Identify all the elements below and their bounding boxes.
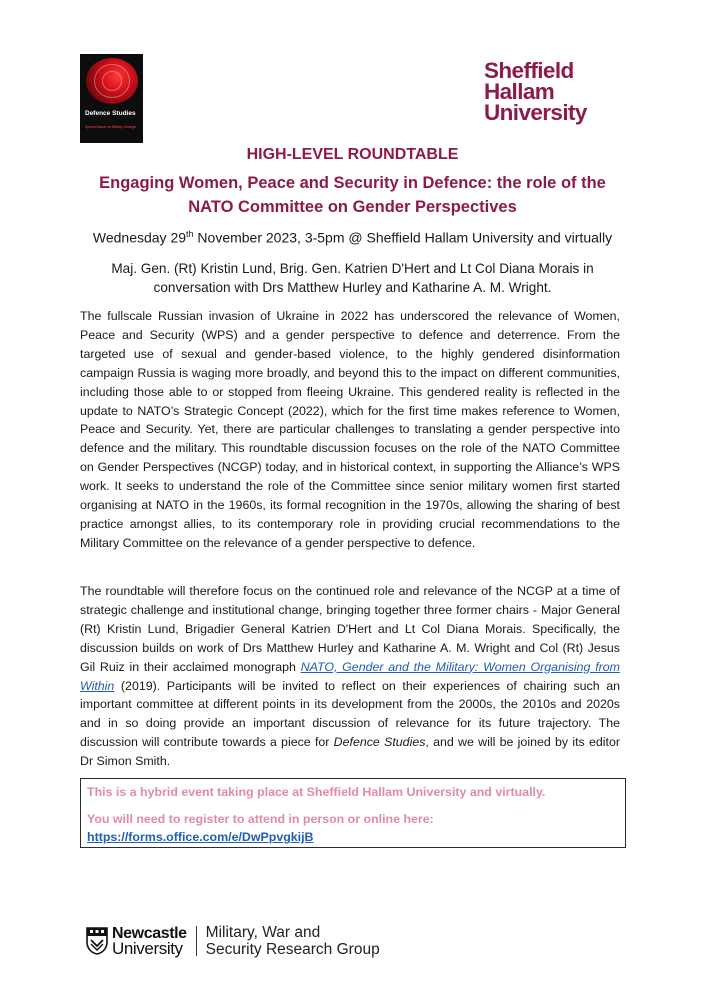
journal-cover-image [80, 54, 143, 143]
registration-notice-box [80, 778, 626, 848]
registration-link[interactable]: https://forms.office.com/e/DwPpvgkijB [87, 830, 314, 844]
research-group-name [206, 924, 380, 958]
logo-line: University [484, 100, 587, 125]
cover-subtitle: Special Issue on Military Change [85, 125, 136, 129]
paragraph-text: (2019). Participants will be invited to reflect on their experiences of chairing such an important committee at different points in its development from the 2000s, the 2010s and 2020s and in so doing provide an important discussion of relevance for its future trajectory. The discussion will contribute towards a piece for [80, 678, 620, 750]
title-line: Engaging Women, Peace and Security in Defence: the role of the [99, 174, 606, 192]
body-paragraph-1: The fullscale Russian invasion of Ukraine in 2022 has underscored the relevance of Women, Peace and Security (WPS) and a gender perspective to defence and deterrence. From the targeted use of sexual and gender-based violence, to the highly gendered disinformation campaign Russia is waging more broadly, and beyond this to the impact on different communities, including those able to or stopped from fleeing Ukraine. This gendered reality is reflected in the update to NATO’s Strategic Concept (2022), which for the first time makes reference to Women, Peace and Security. Yet, there are particular challenges to translating a gender perspective into defence and the military. This roundtable discussion focuses on the role of the NATO Committee on Gender Perspectives (NCGP) today, and in historical context, in supporting the Alliance’s WPS work. It seeks to understand the role of the Committee since senior military women first started organising at NATO in the 1960s, its formal recognition in the 1970s, allowing the sharing of best practice amongst allies, to its contemporary role in providing crucial recommendations to the Military Committee on the relevance of a gender perspective to defence. [80, 309, 620, 550]
monograph-link[interactable]: NATO, Gender and the Military: Women Organising from Within [80, 659, 620, 693]
event-speakers: Maj. Gen. (Rt) Kristin Lund, Brig. Gen. Katrien D'Hert and Lt Col Diana Morais in conversation with Drs Matthew Hurley and Katharine A. M. Wright. [111, 261, 594, 295]
event-kicker: HIGH-LEVEL ROUNDTABLE [246, 146, 459, 163]
date-ordinal: th [186, 229, 194, 239]
paragraph-text: , and we will be joined by its editor Dr Simon Smith. [80, 735, 621, 769]
event-date [60, 229, 645, 246]
cover-ring [102, 71, 122, 91]
newcastle-university-name [112, 926, 187, 956]
event-title [60, 171, 645, 219]
sheffield-hallam-logo [484, 60, 606, 123]
body-paragraph-2 [80, 582, 620, 771]
footer-divider [196, 926, 197, 956]
date-day: Wednesday 29 [92, 229, 187, 246]
journal-name: Defence Studies [333, 735, 426, 750]
hybrid-notice: This is a hybrid event taking place at Sheffield Hallam University and virtually. [87, 785, 546, 799]
paragraph-text: The roundtable will therefore focus on the continued role and relevance of the NCGP at a time of strategic challenge and institutional change, bringing together three former chairs - Major General (Rt) Kristin Lund, Brigadier General Katrien D'Hert and Lt Col Diana Morais. Specifically, the discussion builds on work of Drs Matthew Hurley and Katharine A. M. Wright and Col (Rt) Jesus Gil Ruiz in their acclaimed monograph [80, 584, 620, 674]
ncl-line: University [112, 939, 183, 958]
ncl-line: Newcastle [112, 925, 187, 942]
newcastle-crest-icon [86, 927, 108, 955]
logo-line: Hallam [484, 79, 555, 104]
date-details: November 2023, 3-5pm @ Sheffield Hallam University and virtually [193, 229, 613, 246]
register-instruction: You will need to register to attend in person or online here: [87, 812, 434, 826]
group-line: Security Research Group [205, 941, 380, 958]
group-line: Military, War and [205, 924, 321, 941]
logo-line: Sheffield [484, 58, 574, 83]
newcastle-footer-logo [86, 924, 380, 958]
cover-title: Defence Studies [85, 110, 136, 117]
title-line: NATO Committee on Gender Perspectives [188, 198, 517, 216]
